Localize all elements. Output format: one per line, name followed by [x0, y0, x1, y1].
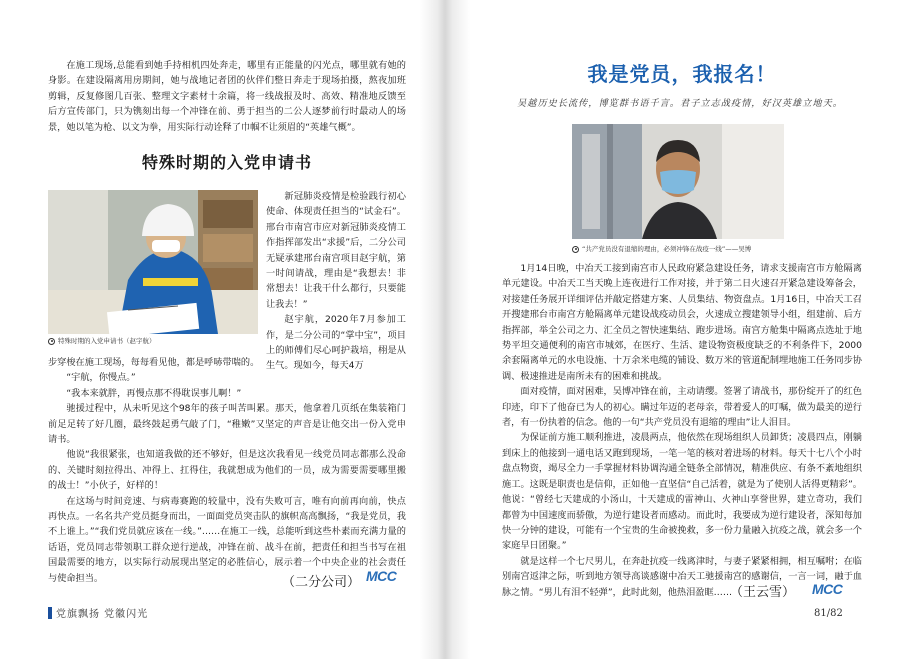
body-lead: 步穿梭在施工现场，每每看见他，都是呼哧带喘的。 [48, 357, 260, 368]
page-footer [48, 605, 148, 620]
photo-writing-application [48, 190, 258, 334]
article-title: 特殊时期的入党申请书 [141, 153, 312, 172]
right-page [460, 0, 899, 659]
body-paragraph: 就是这样一个七尺男儿，在奔赴抗疫一线离津时，与妻子紧紧相拥，相互嘱咐；在临别南宫返津之际，听到地方领导高谈感谢中冶天工驰援南宫的感谢信，一言一词，融于血脉之情。“男儿有泪不轻弹”，此时此刻，他热泪盈眶…… [502, 555, 862, 598]
camera-icon [572, 246, 579, 253]
article-title-right: 我是党员，我报名！ [587, 62, 777, 86]
caption-text: 特殊时期的入党申请书（赵宇航） [58, 337, 156, 345]
footer-bar-icon [48, 607, 52, 619]
mcc-logo: MCC [366, 568, 397, 584]
side-paragraph: 赵宇航，2020年7月参加工作，是二分公司的“掌中宝”，项目上的师傅们尽心呵护栽培，栩是从生气。现如今，每天4万 [266, 314, 406, 372]
author-signature-left: （二分公司） [282, 575, 361, 590]
intro-text: 在施工现场,总能看到她手持相机四处奔走，哪里有正能量的闪光点，哪里就有她的身影。在建设隔离用房期间，她与战地记者团的伙伴们整日奔走于现场拍摄，熬夜加班剪辑，反复修图几百张、整理文字素材十余篇，将一线战报及时、高效、精准地反馈至后方宣传部门，只为镌刻出每一个冲锋在前、勇于担当的二公人逐梦前行时最动人的场景，她以笔为枪、以文为拳，用实际行动诠释了巾帼不让须眉的“英雄气概”。 [48, 60, 406, 133]
camera-icon [48, 338, 55, 345]
body-paragraph: “宇航，你慢点。” [66, 372, 136, 384]
left-body [48, 355, 406, 586]
body-paragraph: “我本来就胖，再慢点那不得耽误事儿啊！” [66, 387, 242, 399]
author-signature-right: （王云雪） [730, 585, 796, 600]
side-paragraph: 新冠肺炎疫情是检验践行初心使命、体现责任担当的“试金石”。邢台市南宫市应对新冠肺炎疫情工作指挥部发出“求援”后，二分公司无疑承建邢台南宫项目赵宇航，第一时间请战，理由是“我想去！非常想去！让我干什么都行，只要能让我去！” [266, 191, 406, 310]
left-page [0, 0, 440, 659]
body-paragraph: 1月14日晚，中冶天工接到南宫市人民政府紧急建设任务，请求支援南宫市方舱隔离单元建设。中冶天工当天晚上连夜进行工作对接，并于第二日火速召开紧急建设筹备会，对接建任务展开详细评估并敲定搭建方案、人员集结、物资盘点。1月16日，中冶天工召开搜建邢台市南宫方舱隔离单元建设战疫动员会，火速成立搜建领导小组，组建前、后方指挥部，举全公司之力、汇全员之智快速集结、跑步进场。南宫方舱集中隔离点选址于地势平坦交通便利的南宫市城郊，在医疗、生活、建设物资极度缺乏的不利条件下，2000余套隔离单元的水电设施、十万余米电缆的铺设、数万米的管道配制埋地施工任务同步协调、极速推进是南所未有的困难和挑战。 [502, 263, 862, 382]
side-column [266, 189, 406, 374]
body-paragraph: 为保证前方施工顺利推进，凌晨两点，他依然在现场组织人员卸货；凌晨四点，刚躺到床上的他接到一通电话又跑到现场，一笔一笔的核对着进场的材料。每天十七八个小时盘点物资，竭尽全力一手掌握材料协调沟通全链条全部情况，精准供应、有条不紊地组织施工。这既是职责也是信仰，正如他一直坚信“自己活着，就是为了使别人活得更精彩”。他说：“曾经七天建成的小汤山，十天建成的雷神山、火神山享誉世界，建立奇功，我们都曾为中国速度而骄傲，为逆行建设者而感动。而此时，我要成为逆行建设者，深知每加快一分钟的建设，可能有一个宝贵的生命被挽救，多一份力量融入抗疫之战，就会多一个家庭早日团聚。” [502, 432, 862, 552]
caption-text: “共产党员没有退缩的理由，必须冲锋在战疫一线”——吴博 [582, 245, 752, 253]
photo-caption-left [48, 336, 258, 345]
body-paragraph: 在这场与时间竞速、与病毒赛跑的较量中，没有失败可言，唯有向前再向前，快点再快点。一名名共产党员挺身而出，一面面党员突击队的旗帜高高飘扬，“我是党员，我不上谁上。”“我们党员就应该在一线。”……在施工一线，总能听到这些朴素而充满力量的话语，党员同志带领职工群众逆行逆战，冲锋在前、战斗在前，把责任和担当书写在祖国最需要的地方，以实际行动展现出坚定的必胜信心，展示着一个中央企业的社会责任与使命担当。 [48, 495, 406, 584]
body-paragraph: 驰援过程中，从未听见这个98年的孩子叫苦叫累。那天，他拿着几页纸在集装箱门前足足转了好几圈，最终鼓起勇气敲了门，“稚嫩”又坚定的声音是让他交出一份入党申请书。 [48, 403, 406, 446]
footer-text: 党旗飘扬 党徽闪光 [56, 609, 149, 620]
body-paragraph: 面对疫情，面对困难，吴博冲锋在前，主动请缨。签署了请战书，那份绽开了的红色印迹，印下了他奋已为人的初心。瞒过年迈的老母亲，带着爱人的叮嘱，做为最美的逆行者，有一份执着的信念。他的一句“共产党员没有退缩的理由”让人泪目。 [502, 386, 862, 429]
photo-masked-worker [572, 124, 784, 239]
article-subtitle: 吴越历史长流传，博览群书语千言。君子立志战疫情，好汉英雄立地天。 [517, 98, 843, 109]
body-paragraph: 他说“我很紧张，也知道我做的还不够好，但是这次我看见一线党员同志都那么没命的、关键时刻拉得出、冲得上、扛得住，我就想成为他们的一员，成为需要需要哪里搬的战士！”小伙子，好样的！ [48, 449, 406, 492]
mcc-logo: MCC [812, 581, 843, 597]
photo-caption-right [572, 244, 792, 253]
page-number: 81/82 [814, 608, 843, 619]
right-body [502, 261, 862, 600]
intro-paragraph [48, 58, 406, 135]
